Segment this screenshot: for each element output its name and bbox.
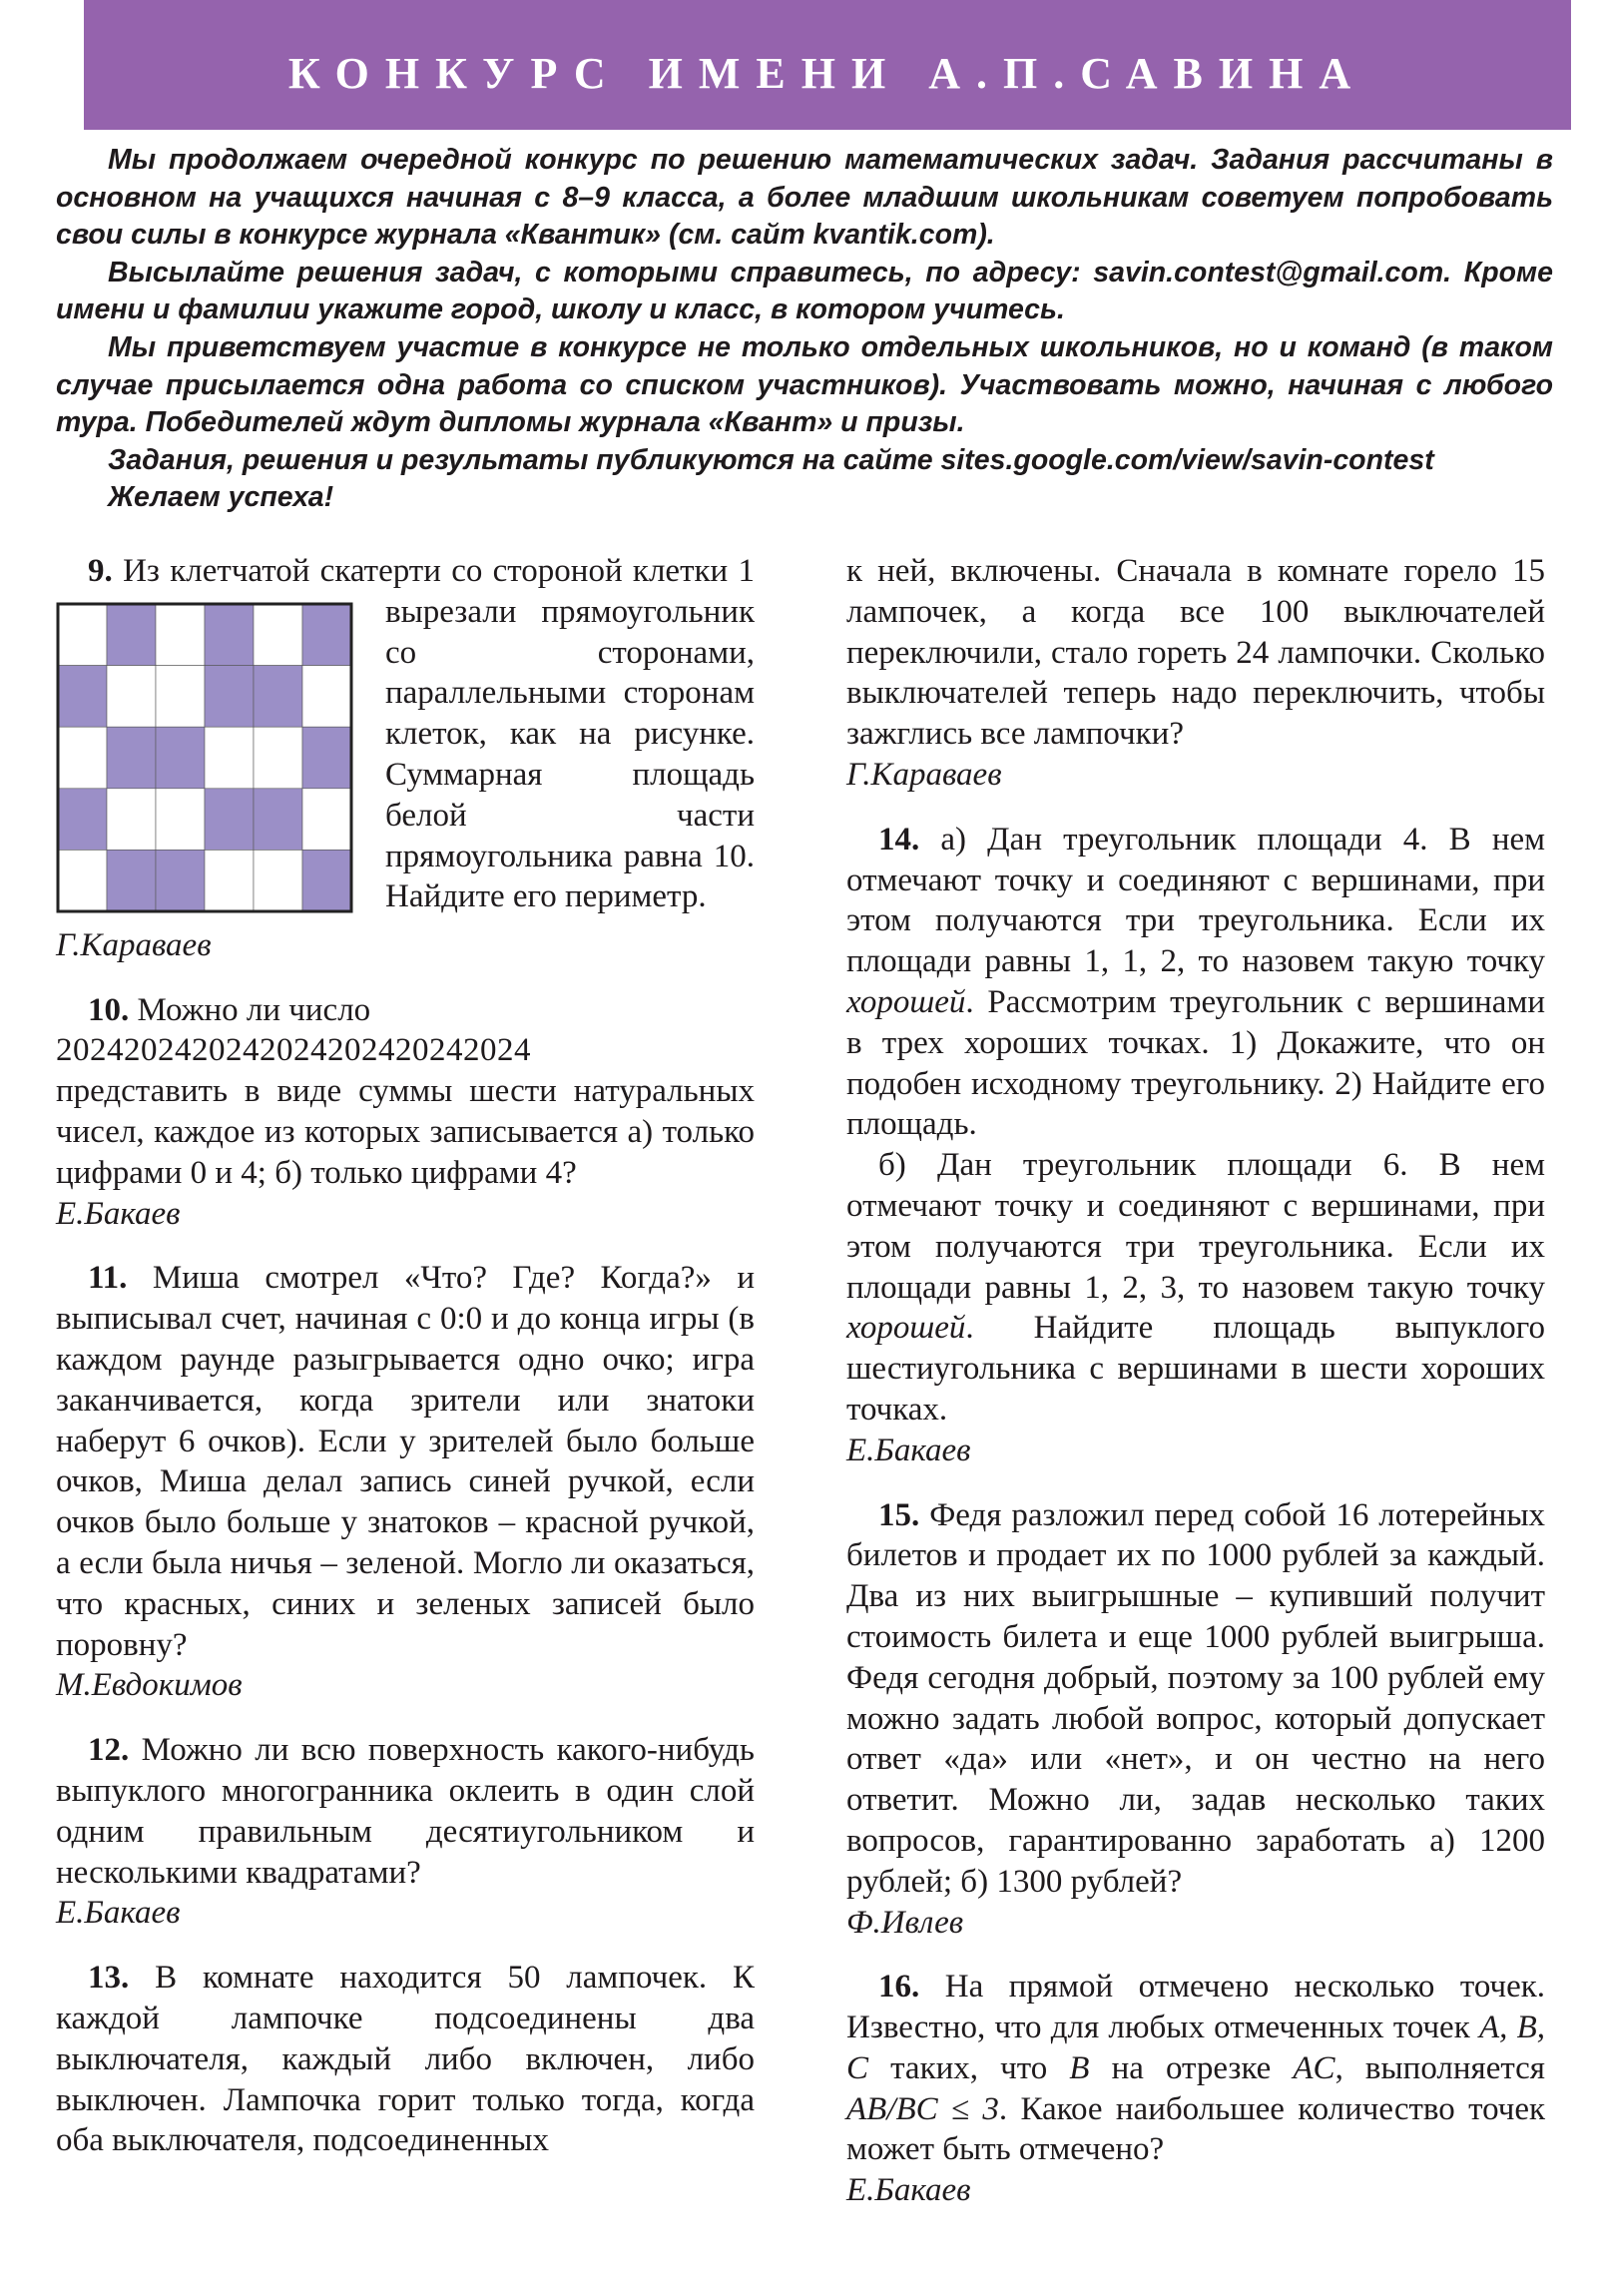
shaded-cell (205, 604, 254, 666)
problem-10-intro (56, 990, 755, 1031)
problem-10-number: 2024202420242024202420242024 (56, 1032, 531, 1069)
shaded-cell (302, 604, 351, 666)
white-cell (205, 727, 254, 789)
problem-10 (56, 990, 755, 1235)
problem-16-part: , выполняется (1334, 2049, 1545, 2086)
problem-16-segment: AC (1293, 2049, 1335, 2086)
problem-14b-part: . Найдите площадь выпуклого шестиугольника с вершинами в шести хороших точках. (846, 1310, 1545, 1428)
white-cell (254, 850, 302, 911)
shaded-cell (107, 727, 156, 789)
checkered-figure (56, 602, 361, 919)
problem-9 (56, 551, 755, 966)
white-cell (58, 727, 107, 789)
problem-15-body: Федя разложил перед собой 16 лотерейных билетов и продает их по 1000 рублей за каждый. Два из них выигрышные – купивший получит стоимость билета и еще 1000 рублей выигрыша. Федя сегодня добрый, поэтому за 100 рублей ему можно задать любой вопрос, который допускает ответ «да» или «нет», и он честно на него ответит. Можно ли, задав несколько таких вопросов, гарантированно заработать а) 1200 рублей; б) 1300 рублей? (846, 1496, 1546, 1900)
problem-number: 14. (878, 821, 920, 858)
white-cell (156, 665, 205, 727)
problem-12 (56, 1730, 755, 1934)
problem-13-text (56, 1958, 755, 2161)
problem-14a-text (846, 820, 1545, 1145)
shaded-cell (58, 789, 107, 851)
problem-11-text (56, 1258, 755, 1665)
problem-9-body: Из клетчатой скатерти со стороной клетки 1 вырезали прямоугольник со сторонами, параллельными сторонам клеток, как на рисунке. Суммарная площадь белой части прямоугольника равна 10. Найдите его периметр. (123, 553, 755, 914)
problem-number: 9. (88, 553, 113, 589)
header-banner (84, 0, 1571, 130)
author-signature: Е.Бакаев (846, 1432, 971, 1468)
shaded-cell (156, 850, 205, 911)
problem-16-text (846, 1967, 1545, 2170)
checkered-rectangle-svg (56, 602, 353, 913)
shaded-cell (254, 789, 302, 851)
problem-16 (846, 1967, 1545, 2211)
problem-13-body-left: В комнате находится 50 лампочек. К каждой лампочке подсоединены два выключателя, каждый либо включен, либо выключен. Лампочка горит только тогда, когда оба выключателя, подсоединенных (56, 1960, 755, 2159)
white-cell (107, 789, 156, 851)
shaded-cell (205, 665, 254, 727)
white-cell (156, 604, 205, 666)
problem-11-body: Миша смотрел «Что? Где? Когда?» и выписывал счет, начиная с 0:0 и до конца игры (в каждом раунде разыгрывается одно очко; игра заканчивается, когда зрители или знатоки наберут 6 очков). Если у зрителей было больше очков, Миша делал запись синей ручкой, если очков было больше у знатоков – красной ручкой, а если была ничья – зеленой. Могло ли оказаться, что красных, синих и зеленых записей было поровну? (56, 1260, 756, 1663)
problem-number: 10. (88, 991, 130, 1028)
author-signature: Г.Караваев (846, 756, 1002, 793)
problem-14 (846, 820, 1545, 1471)
white-cell (302, 789, 351, 851)
problem-16-part: . Какое наибольшее количество точек может быть отмечено? (846, 2090, 1546, 2168)
shaded-cell (156, 727, 205, 789)
white-cell (205, 850, 254, 911)
problem-14b-emphasis: хорошей (846, 1310, 966, 1347)
problem-16-inequality: AB/BC ≤ 3 (846, 2090, 999, 2127)
problem-15-text (846, 1495, 1545, 1903)
white-cell (254, 604, 302, 666)
problem-16-part: На прямой отмечено несколько точек. Известно, что для любых отмеченных точек (846, 1969, 1545, 2046)
author-signature: Е.Бакаев (56, 1195, 181, 1232)
problem-13 (56, 1958, 755, 2161)
problem-12-text (56, 1730, 755, 1893)
page-title: КОНКУРС ИМЕНИ А.П.САВИНА (287, 49, 1367, 98)
problem-14a-emphasis: хорошей (846, 983, 966, 1020)
white-cell (156, 789, 205, 851)
shaded-cell (107, 604, 156, 666)
shaded-cell (302, 727, 351, 789)
intro-block (56, 142, 1553, 517)
intro-paragraph: Высылайте решения задач, с которыми справитесь, по адресу: savin.contest@gmail.com. Кроме имени и фамилии укажите город, школу и класс, в котором учитесь. (56, 256, 1553, 326)
problem-16-points: A, B, C (846, 2009, 1545, 2086)
intro-paragraph: Мы продолжаем очередной конкурс по решению математических задач. Задания рассчитаны в основном на учащихся начиная с 8–9 класса, а более младшим школьникам советуем попробовать свои силы в конкурсе журнала «Квантик» (см. сайт kvantik.com). (56, 144, 1553, 252)
problem-number: 11. (88, 1260, 128, 1297)
shaded-cell (205, 789, 254, 851)
right-column (846, 551, 1545, 2211)
author-signature: Е.Бакаев (56, 1895, 181, 1932)
problem-number: 12. (88, 1732, 130, 1769)
white-cell (58, 850, 107, 911)
problem-12-body: Можно ли всю поверхность какого-нибудь выпуклого многогранника оклеить в один слой одним правильным десятиугольником и несколькими квадратами? (56, 1732, 755, 1891)
author-signature: Е.Бакаев (846, 2172, 971, 2209)
problem-14a-part: . Рассмотрим треугольник с вершинами в трех хороших точках. 1) Докажите, что он подобен исходному треугольнику. 2) Найдите его площадь. (846, 983, 1545, 1143)
problem-14b-text (846, 1145, 1545, 1431)
problem-number: 16. (878, 1969, 920, 2006)
white-cell (107, 665, 156, 727)
problem-14a-part: а) Дан треугольник площади 4. В нем отмечают точку и соединяют с вершинами, при этом получаются три треугольника. Если их площади равны 1, 1, 2, то назовем такую точку (846, 821, 1546, 980)
intro-paragraph: Мы приветствуем участие в конкурсе не только отдельных школьников, но и команд (в таком случае присылается одна работа со списком участников). Участвовать можно, начиная с любого тура. Победителей ждут дипломы журнала «Квант» и призы. (56, 330, 1553, 439)
problem-15 (846, 1495, 1545, 1944)
problem-13-continued (846, 551, 1545, 796)
problem-11 (56, 1258, 755, 1706)
problem-10-lead: Можно ли число (137, 991, 371, 1028)
shaded-cell (58, 665, 107, 727)
shaded-cell (254, 665, 302, 727)
problem-10-text: представить в виде суммы шести натуральных чисел, каждое из которых записывается а) только цифрами 0 и 4; б) только цифрами 4? (56, 1073, 755, 1191)
shaded-cell (302, 850, 351, 911)
white-cell (254, 727, 302, 789)
white-cell (58, 604, 107, 666)
problem-9-text (56, 551, 755, 917)
shaded-cell (107, 850, 156, 911)
problem-13-body-right: к ней, включены. Сначала в комнате горело 15 лампочек, а когда все 100 выключателей переключили, стало гореть 24 лампочки. Сколько выключателей теперь надо переключить, чтобы зажглись все лампочки? (846, 553, 1545, 753)
intro-paragraph: Желаем успеха! (108, 481, 334, 514)
problem-number: 13. (88, 1960, 130, 1997)
problem-16-part: на отрезке (1089, 2049, 1294, 2086)
problem-14b-part: б) Дан треугольник площади 6. В нем отмечают точку и соединяют с вершинами, при этом получаются три треугольника. Если их площади равны 1, 2, 3, то назовем такую точку (846, 1147, 1545, 1306)
author-signature: Г.Караваев (56, 926, 212, 963)
left-column (56, 551, 755, 2161)
author-signature: Ф.Ивлев (846, 1904, 964, 1941)
problem-16-point-b: B (1069, 2049, 1090, 2086)
problem-16-part: таких, что (868, 2049, 1070, 2086)
problem-number: 15. (878, 1496, 920, 1533)
white-cell (302, 665, 351, 727)
intro-paragraph: Задания, решения и результаты публикуются на сайте sites.google.com/view/savin-contest (108, 443, 1434, 476)
author-signature: М.Евдокимов (56, 1667, 243, 1704)
